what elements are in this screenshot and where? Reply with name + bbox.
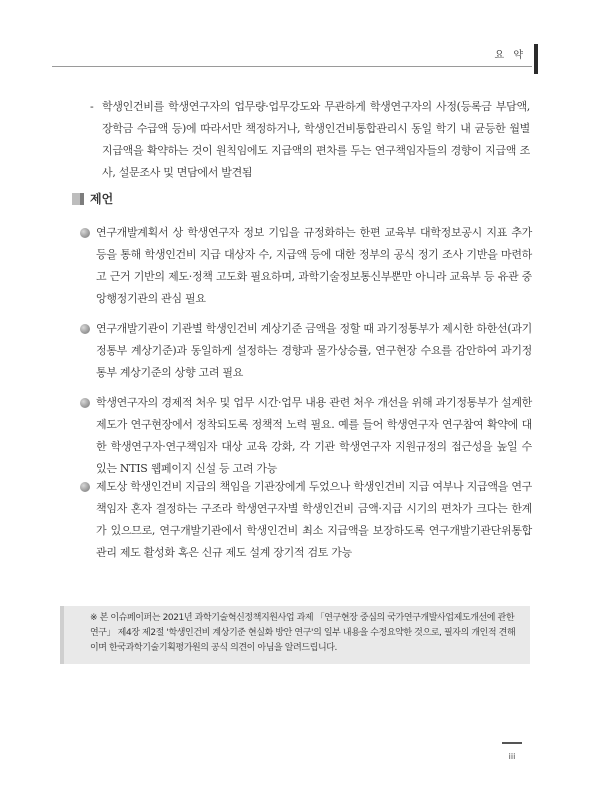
circle-bullet-icon bbox=[80, 228, 90, 238]
circle-bullet-icon bbox=[80, 324, 90, 334]
intro-text: 학생인건비를 학생연구자의 업무량·업무강도와 무관하게 학생연구자의 사정(등록금 부담액, 장학금 수급액 등)에 따라서만 책정하거나, 학생인건비통합관리시 동일 학기 내 균등한 월별 지급액을 확약하는 것이 원칙임에도 지급액의 편차를 두는 연구책임자들의 경향이 지급액 조사, 설문조사 및 면담에서 발견됨 bbox=[102, 100, 530, 179]
circle-bullet-icon bbox=[80, 482, 90, 492]
footnote-box bbox=[60, 606, 530, 664]
page-number: iii bbox=[508, 752, 516, 761]
dash-marker: - bbox=[90, 100, 94, 113]
intro-list-item bbox=[90, 96, 530, 184]
section-title: 제언 bbox=[90, 192, 114, 206]
footer-rule bbox=[502, 742, 522, 744]
recommendation-text: 연구개발계획서 상 학생연구자 정보 기입을 규정화하는 한편 교육부 대학정보공시 지표 추가 등을 통해 학생인건비 지급 대상자 수, 지급액 등에 대한 정부의 공식 정기 조사 기반을 마련하고 근거 기반의 제도·정책 고도화 필요하며, 과학기술정보통신부뿐만 아니라 교육부 등 유관 중앙행정기관의 관심 필요 bbox=[96, 226, 532, 305]
header-label: 요 약 bbox=[494, 50, 526, 61]
recommendation-item bbox=[80, 222, 532, 310]
recommendation-text: 제도상 학생인건비 지급의 책임을 기관장에게 두었으나 학생인건비 지급 여부나 지급액을 연구책임자 혼자 결정하는 구조라 학생연구자별 학생인건비 금액·지급 시기의 편차가 크다는 한계가 있으므로, 연구개발기관에서 학생인건비 최소 지급액을 보장하도록 연구개발기관단위통합관리 제도 활성화 혹은 신규 제도 설계 장기적 검토 가능 bbox=[96, 480, 532, 559]
recommendation-item bbox=[80, 392, 532, 480]
recommendation-item bbox=[80, 318, 532, 384]
footnote-text: ※ 본 이슈페이퍼는 2021년 과학기술혁신정책지원사업 과제 「연구현장 중심의 국가연구개발사업제도개선에 관한 연구」 제4장 제2절 '학생인건비 계상기준 현실화 방안 연구'의 일부 내용을 수정요약한 것으로, 필자의 개인적 견해이며 한국과학기술기획평가원의 공식 의견이 아님을 알려드립니다. bbox=[90, 613, 516, 653]
recommendation-text: 학생연구자의 경제적 처우 및 업무 시간·업무 내용 관련 처우 개선을 위해 과기정통부가 설계한 제도가 연구현장에서 정착되도록 정책적 노력 필요. 예를 들어 학생연구자 연구참여 확약에 대한 학생연구자·연구책임자 대상 교육 강화, 각 기관 학생연구자 지원규정의 접근성을 높일 수 있는 NTIS 웹페이지 신설 등 고려 가능 bbox=[96, 396, 532, 475]
recommendation-text: 연구개발기관이 기관별 학생인건비 계상기준 금액을 정할 때 과기정통부가 제시한 하한선(과기정통부 계상기준)과 동일하게 설정하는 경향과 물가상승률, 연구현장 수요를 감안하여 과기정통부 계상기준의 상향 고려 필요 bbox=[96, 322, 532, 379]
recommendation-item bbox=[80, 476, 532, 564]
section-heading bbox=[72, 190, 113, 207]
circle-bullet-icon bbox=[80, 398, 90, 408]
header-bar bbox=[534, 44, 538, 74]
header-rule bbox=[52, 66, 532, 67]
square-bullet-icon bbox=[72, 193, 84, 205]
